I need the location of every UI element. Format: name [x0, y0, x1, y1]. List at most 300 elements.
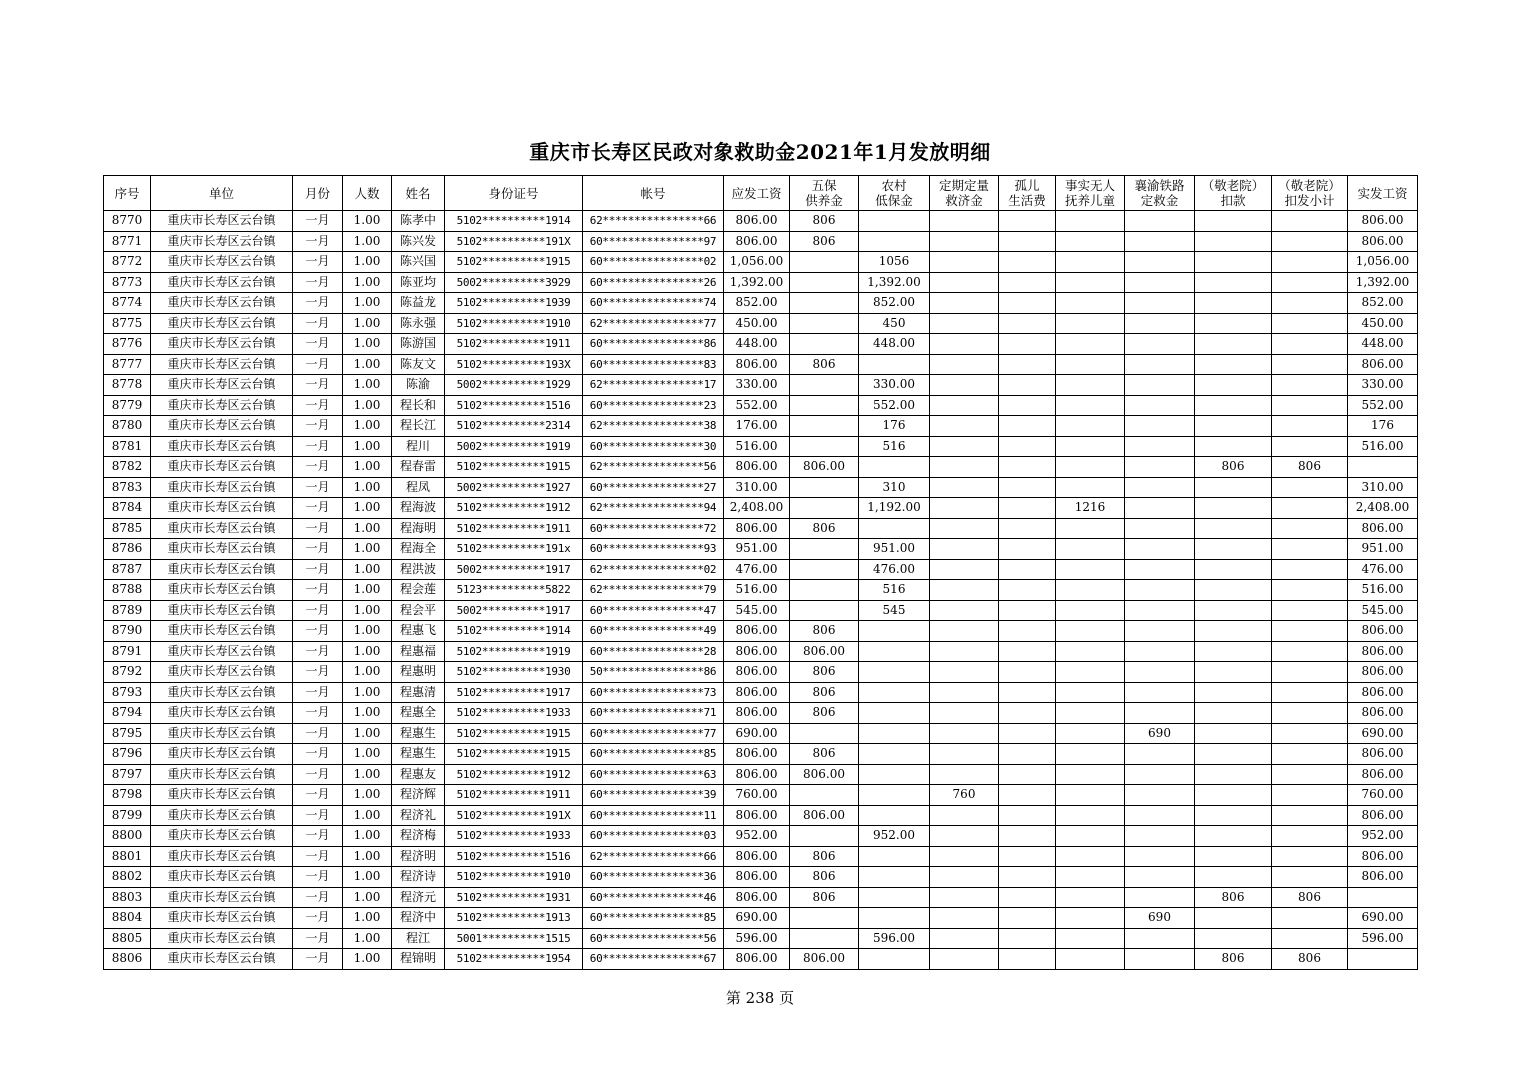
cell-payable: 951.00 — [724, 539, 790, 560]
header-cell-actual-paid: 实发工资 — [1348, 176, 1418, 211]
cell-fixed-relief — [930, 928, 999, 949]
table-row — [104, 908, 1418, 929]
cell-payable: 952.00 — [724, 826, 790, 847]
cell-unsupported-children — [1056, 416, 1125, 437]
cell-five-guarantee: 806 — [790, 231, 859, 252]
cell-unsupported-children — [1056, 785, 1125, 806]
cell-month: 一月 — [293, 375, 343, 396]
cell-payable: 806.00 — [724, 354, 790, 375]
cell-orphan-allowance — [999, 518, 1056, 539]
table-row — [104, 559, 1418, 580]
cell-nursing-home-deduction — [1195, 354, 1272, 375]
cell-five-guarantee — [790, 559, 859, 580]
table-row — [104, 416, 1418, 437]
cell-name: 程会莲 — [392, 580, 445, 601]
cell-unit: 重庆市长寿区云台镇 — [151, 395, 293, 416]
cell-unit: 重庆市长寿区云台镇 — [151, 641, 293, 662]
cell-unsupported-children — [1056, 436, 1125, 457]
table-row — [104, 580, 1418, 601]
cell-five-guarantee — [790, 539, 859, 560]
cell-unsupported-children — [1056, 949, 1125, 970]
cell-id-number: 5102**********1915 — [445, 723, 583, 744]
cell-payable: 806.00 — [724, 231, 790, 252]
cell-unit: 重庆市长寿区云台镇 — [151, 928, 293, 949]
cell-account: 62****************17 — [583, 375, 724, 396]
cell-unsupported-children — [1056, 805, 1125, 826]
cell-fixed-relief — [930, 723, 999, 744]
cell-index: 8779 — [104, 395, 151, 416]
cell-month: 一月 — [293, 416, 343, 437]
cell-nursing-home-subtotal: 806 — [1272, 949, 1348, 970]
cell-month: 一月 — [293, 744, 343, 765]
cell-payable: 1,056.00 — [724, 252, 790, 273]
cell-id-number: 5102**********1914 — [445, 621, 583, 642]
cell-five-guarantee: 806 — [790, 867, 859, 888]
cell-fixed-relief — [930, 641, 999, 662]
table-row — [104, 785, 1418, 806]
cell-unsupported-children — [1056, 867, 1125, 888]
cell-railway-relief — [1125, 621, 1195, 642]
cell-index: 8770 — [104, 211, 151, 232]
cell-five-guarantee: 806.00 — [790, 764, 859, 785]
cell-actual-paid: 806.00 — [1348, 641, 1418, 662]
cell-nursing-home-deduction — [1195, 662, 1272, 683]
cell-unsupported-children — [1056, 559, 1125, 580]
table-row — [104, 949, 1418, 970]
cell-nursing-home-deduction — [1195, 436, 1272, 457]
cell-name: 程江 — [392, 928, 445, 949]
cell-nursing-home-deduction — [1195, 272, 1272, 293]
cell-payable: 806.00 — [724, 662, 790, 683]
cell-unsupported-children — [1056, 334, 1125, 355]
table-row — [104, 846, 1418, 867]
cell-railway-relief — [1125, 436, 1195, 457]
cell-payable: 806.00 — [724, 805, 790, 826]
cell-nursing-home-deduction — [1195, 641, 1272, 662]
header-cell-fixed-relief: 定期定量 救济金 — [930, 176, 999, 211]
cell-nursing-home-deduction — [1195, 867, 1272, 888]
cell-index: 8784 — [104, 498, 151, 519]
cell-five-guarantee — [790, 313, 859, 334]
cell-payable: 476.00 — [724, 559, 790, 580]
cell-count: 1.00 — [343, 498, 392, 519]
table-row — [104, 498, 1418, 519]
cell-nursing-home-deduction — [1195, 846, 1272, 867]
cell-name: 陈孝中 — [392, 211, 445, 232]
cell-railway-relief — [1125, 867, 1195, 888]
cell-railway-relief — [1125, 334, 1195, 355]
cell-nursing-home-subtotal — [1272, 477, 1348, 498]
cell-nursing-home-deduction — [1195, 908, 1272, 929]
cell-index: 8802 — [104, 867, 151, 888]
cell-fixed-relief — [930, 682, 999, 703]
cell-railway-relief — [1125, 457, 1195, 478]
cell-unsupported-children — [1056, 600, 1125, 621]
cell-month: 一月 — [293, 600, 343, 621]
cell-railway-relief — [1125, 313, 1195, 334]
cell-orphan-allowance — [999, 457, 1056, 478]
cell-actual-paid: 516.00 — [1348, 436, 1418, 457]
cell-actual-paid: 690.00 — [1348, 908, 1418, 929]
cell-five-guarantee: 806.00 — [790, 457, 859, 478]
cell-count: 1.00 — [343, 477, 392, 498]
table-row — [104, 703, 1418, 724]
cell-unit: 重庆市长寿区云台镇 — [151, 682, 293, 703]
cell-actual-paid: 806.00 — [1348, 744, 1418, 765]
cell-index: 8803 — [104, 887, 151, 908]
cell-nursing-home-deduction — [1195, 416, 1272, 437]
cell-rural-subsistence — [859, 949, 930, 970]
cell-index: 8795 — [104, 723, 151, 744]
cell-rural-subsistence — [859, 662, 930, 683]
cell-actual-paid: 806.00 — [1348, 211, 1418, 232]
cell-orphan-allowance — [999, 846, 1056, 867]
header-cell-unsupported-children: 事实无人 抚养儿童 — [1056, 176, 1125, 211]
cell-id-number: 5002**********1917 — [445, 559, 583, 580]
cell-month: 一月 — [293, 580, 343, 601]
cell-index: 8783 — [104, 477, 151, 498]
cell-unsupported-children — [1056, 908, 1125, 929]
cell-unit: 重庆市长寿区云台镇 — [151, 498, 293, 519]
cell-orphan-allowance — [999, 293, 1056, 314]
cell-name: 程济礼 — [392, 805, 445, 826]
table-row — [104, 887, 1418, 908]
cell-id-number: 5102**********193X — [445, 354, 583, 375]
cell-actual-paid: 1,056.00 — [1348, 252, 1418, 273]
cell-rural-subsistence — [859, 682, 930, 703]
cell-index: 8775 — [104, 313, 151, 334]
cell-name: 程惠全 — [392, 703, 445, 724]
cell-nursing-home-subtotal — [1272, 518, 1348, 539]
cell-id-number: 5001**********1515 — [445, 928, 583, 949]
cell-orphan-allowance — [999, 682, 1056, 703]
cell-unsupported-children — [1056, 518, 1125, 539]
cell-actual-paid: 806.00 — [1348, 518, 1418, 539]
cell-five-guarantee — [790, 293, 859, 314]
cell-railway-relief — [1125, 539, 1195, 560]
cell-name: 程济中 — [392, 908, 445, 929]
cell-name: 程会平 — [392, 600, 445, 621]
cell-nursing-home-deduction — [1195, 293, 1272, 314]
cell-fixed-relief — [930, 764, 999, 785]
cell-account: 60****************27 — [583, 477, 724, 498]
cell-account: 60****************97 — [583, 231, 724, 252]
cell-id-number: 5102**********1911 — [445, 785, 583, 806]
cell-payable: 450.00 — [724, 313, 790, 334]
cell-orphan-allowance — [999, 949, 1056, 970]
cell-five-guarantee: 806 — [790, 744, 859, 765]
cell-actual-paid: 806.00 — [1348, 662, 1418, 683]
cell-nursing-home-deduction — [1195, 580, 1272, 601]
cell-index: 8789 — [104, 600, 151, 621]
cell-month: 一月 — [293, 764, 343, 785]
cell-orphan-allowance — [999, 580, 1056, 601]
cell-actual-paid: 952.00 — [1348, 826, 1418, 847]
cell-id-number: 5102**********1930 — [445, 662, 583, 683]
cell-nursing-home-deduction — [1195, 826, 1272, 847]
cell-name: 程济诗 — [392, 867, 445, 888]
header-cell-index: 序号 — [104, 176, 151, 211]
cell-nursing-home-deduction — [1195, 498, 1272, 519]
cell-index: 8774 — [104, 293, 151, 314]
cell-five-guarantee — [790, 498, 859, 519]
cell-fixed-relief — [930, 621, 999, 642]
cell-month: 一月 — [293, 252, 343, 273]
cell-railway-relief — [1125, 949, 1195, 970]
cell-payable: 806.00 — [724, 621, 790, 642]
cell-nursing-home-subtotal — [1272, 662, 1348, 683]
cell-orphan-allowance — [999, 211, 1056, 232]
cell-unit: 重庆市长寿区云台镇 — [151, 764, 293, 785]
cell-fixed-relief — [930, 252, 999, 273]
cell-account: 62****************94 — [583, 498, 724, 519]
cell-unit: 重庆市长寿区云台镇 — [151, 949, 293, 970]
cell-actual-paid: 806.00 — [1348, 231, 1418, 252]
cell-fixed-relief — [930, 498, 999, 519]
cell-payable: 806.00 — [724, 867, 790, 888]
cell-railway-relief — [1125, 703, 1195, 724]
cell-nursing-home-subtotal — [1272, 846, 1348, 867]
cell-fixed-relief — [930, 334, 999, 355]
cell-five-guarantee — [790, 272, 859, 293]
table-row — [104, 457, 1418, 478]
cell-unsupported-children — [1056, 580, 1125, 601]
cell-id-number: 5102**********1917 — [445, 682, 583, 703]
cell-actual-paid — [1348, 457, 1418, 478]
cell-actual-paid: 1,392.00 — [1348, 272, 1418, 293]
cell-unit: 重庆市长寿区云台镇 — [151, 436, 293, 457]
cell-index: 8781 — [104, 436, 151, 457]
cell-count: 1.00 — [343, 723, 392, 744]
cell-month: 一月 — [293, 949, 343, 970]
cell-railway-relief — [1125, 805, 1195, 826]
cell-id-number: 5102**********1914 — [445, 211, 583, 232]
cell-five-guarantee: 806 — [790, 703, 859, 724]
table-row — [104, 826, 1418, 847]
cell-nursing-home-subtotal — [1272, 252, 1348, 273]
cell-payable: 310.00 — [724, 477, 790, 498]
cell-fixed-relief — [930, 231, 999, 252]
cell-five-guarantee: 806.00 — [790, 949, 859, 970]
cell-nursing-home-deduction — [1195, 477, 1272, 498]
cell-index: 8777 — [104, 354, 151, 375]
header-cell-count: 人数 — [343, 176, 392, 211]
header-cell-orphan-allowance: 孤儿 生活费 — [999, 176, 1056, 211]
cell-count: 1.00 — [343, 518, 392, 539]
table-row — [104, 723, 1418, 744]
cell-five-guarantee — [790, 785, 859, 806]
cell-month: 一月 — [293, 559, 343, 580]
cell-railway-relief — [1125, 887, 1195, 908]
cell-month: 一月 — [293, 334, 343, 355]
cell-nursing-home-subtotal — [1272, 580, 1348, 601]
cell-rural-subsistence: 448.00 — [859, 334, 930, 355]
cell-nursing-home-deduction — [1195, 682, 1272, 703]
cell-fixed-relief — [930, 703, 999, 724]
cell-rural-subsistence: 1,392.00 — [859, 272, 930, 293]
cell-unsupported-children — [1056, 457, 1125, 478]
cell-orphan-allowance — [999, 231, 1056, 252]
cell-account: 62****************77 — [583, 313, 724, 334]
table-row — [104, 867, 1418, 888]
cell-name: 程川 — [392, 436, 445, 457]
cell-unit: 重庆市长寿区云台镇 — [151, 518, 293, 539]
cell-five-guarantee — [790, 436, 859, 457]
cell-name: 程济辉 — [392, 785, 445, 806]
cell-unit: 重庆市长寿区云台镇 — [151, 313, 293, 334]
cell-account: 60****************85 — [583, 744, 724, 765]
cell-index: 8801 — [104, 846, 151, 867]
cell-count: 1.00 — [343, 949, 392, 970]
cell-month: 一月 — [293, 887, 343, 908]
cell-id-number: 5102**********1910 — [445, 313, 583, 334]
cell-payable: 806.00 — [724, 211, 790, 232]
cell-month: 一月 — [293, 805, 343, 826]
cell-nursing-home-subtotal — [1272, 723, 1348, 744]
cell-name: 程长和 — [392, 395, 445, 416]
cell-rural-subsistence: 852.00 — [859, 293, 930, 314]
cell-nursing-home-deduction — [1195, 395, 1272, 416]
cell-count: 1.00 — [343, 354, 392, 375]
cell-index: 8792 — [104, 662, 151, 683]
cell-orphan-allowance — [999, 334, 1056, 355]
cell-railway-relief — [1125, 395, 1195, 416]
cell-nursing-home-deduction — [1195, 805, 1272, 826]
cell-index: 8790 — [104, 621, 151, 642]
cell-name: 程海全 — [392, 539, 445, 560]
cell-id-number: 5002**********3929 — [445, 272, 583, 293]
cell-orphan-allowance — [999, 559, 1056, 580]
cell-fixed-relief — [930, 375, 999, 396]
cell-nursing-home-deduction — [1195, 539, 1272, 560]
cell-payable: 448.00 — [724, 334, 790, 355]
table-row — [104, 354, 1418, 375]
cell-orphan-allowance — [999, 539, 1056, 560]
cell-five-guarantee — [790, 723, 859, 744]
cell-five-guarantee — [790, 580, 859, 601]
cell-account: 60****************28 — [583, 641, 724, 662]
cell-index: 8773 — [104, 272, 151, 293]
table-row — [104, 600, 1418, 621]
cell-payable: 806.00 — [724, 457, 790, 478]
cell-payable: 806.00 — [724, 887, 790, 908]
cell-count: 1.00 — [343, 785, 392, 806]
cell-payable: 690.00 — [724, 908, 790, 929]
cell-payable: 806.00 — [724, 518, 790, 539]
cell-fixed-relief — [930, 313, 999, 334]
table-row — [104, 518, 1418, 539]
cell-five-guarantee — [790, 334, 859, 355]
cell-name: 程惠生 — [392, 723, 445, 744]
cell-actual-paid: 806.00 — [1348, 764, 1418, 785]
cell-railway-relief — [1125, 231, 1195, 252]
cell-actual-paid: 806.00 — [1348, 682, 1418, 703]
cell-account: 62****************02 — [583, 559, 724, 580]
cell-name: 程惠明 — [392, 662, 445, 683]
cell-id-number: 5002**********1919 — [445, 436, 583, 457]
cell-nursing-home-subtotal — [1272, 539, 1348, 560]
cell-orphan-allowance — [999, 252, 1056, 273]
cell-unsupported-children — [1056, 662, 1125, 683]
cell-id-number: 5002**********1929 — [445, 375, 583, 396]
cell-month: 一月 — [293, 641, 343, 662]
cell-nursing-home-deduction — [1195, 785, 1272, 806]
cell-payable: 690.00 — [724, 723, 790, 744]
cell-orphan-allowance — [999, 354, 1056, 375]
cell-fixed-relief — [930, 559, 999, 580]
cell-fixed-relief — [930, 846, 999, 867]
cell-actual-paid: 806.00 — [1348, 867, 1418, 888]
cell-unsupported-children — [1056, 723, 1125, 744]
page-number: 第 238 页 — [725, 989, 795, 1007]
cell-railway-relief — [1125, 518, 1195, 539]
cell-railway-relief — [1125, 272, 1195, 293]
cell-rural-subsistence: 310 — [859, 477, 930, 498]
cell-index: 8787 — [104, 559, 151, 580]
cell-railway-relief — [1125, 252, 1195, 273]
cell-account: 60****************67 — [583, 949, 724, 970]
cell-payable: 545.00 — [724, 600, 790, 621]
cell-five-guarantee: 806 — [790, 621, 859, 642]
cell-name: 程济明 — [392, 846, 445, 867]
cell-index: 8798 — [104, 785, 151, 806]
cell-nursing-home-deduction — [1195, 600, 1272, 621]
cell-count: 1.00 — [343, 313, 392, 334]
cell-account: 60****************11 — [583, 805, 724, 826]
cell-fixed-relief — [930, 457, 999, 478]
cell-count: 1.00 — [343, 334, 392, 355]
cell-nursing-home-subtotal — [1272, 498, 1348, 519]
cell-id-number: 5123**********5822 — [445, 580, 583, 601]
header-cell-unit: 单位 — [151, 176, 293, 211]
cell-railway-relief — [1125, 580, 1195, 601]
cell-nursing-home-subtotal — [1272, 785, 1348, 806]
cell-unit: 重庆市长寿区云台镇 — [151, 723, 293, 744]
cell-unit: 重庆市长寿区云台镇 — [151, 272, 293, 293]
cell-count: 1.00 — [343, 272, 392, 293]
cell-five-guarantee — [790, 416, 859, 437]
cell-count: 1.00 — [343, 805, 392, 826]
cell-count: 1.00 — [343, 416, 392, 437]
cell-payable: 2,408.00 — [724, 498, 790, 519]
cell-id-number: 5102**********1919 — [445, 641, 583, 662]
cell-railway-relief — [1125, 744, 1195, 765]
cell-fixed-relief — [930, 293, 999, 314]
cell-nursing-home-subtotal — [1272, 293, 1348, 314]
cell-account: 60****************02 — [583, 252, 724, 273]
cell-month: 一月 — [293, 293, 343, 314]
cell-month: 一月 — [293, 211, 343, 232]
cell-orphan-allowance — [999, 272, 1056, 293]
cell-unsupported-children — [1056, 395, 1125, 416]
cell-account: 60****************83 — [583, 354, 724, 375]
cell-nursing-home-subtotal — [1272, 805, 1348, 826]
cell-id-number: 5102**********1911 — [445, 334, 583, 355]
cell-fixed-relief — [930, 211, 999, 232]
cell-index: 8778 — [104, 375, 151, 396]
cell-name: 程惠生 — [392, 744, 445, 765]
cell-unit: 重庆市长寿区云台镇 — [151, 252, 293, 273]
cell-railway-relief — [1125, 559, 1195, 580]
cell-month: 一月 — [293, 867, 343, 888]
cell-rural-subsistence: 176 — [859, 416, 930, 437]
cell-month: 一月 — [293, 354, 343, 375]
cell-five-guarantee: 806 — [790, 662, 859, 683]
cell-orphan-allowance — [999, 436, 1056, 457]
relief-fund-table — [103, 175, 1418, 970]
cell-actual-paid: 806.00 — [1348, 354, 1418, 375]
cell-fixed-relief — [930, 949, 999, 970]
